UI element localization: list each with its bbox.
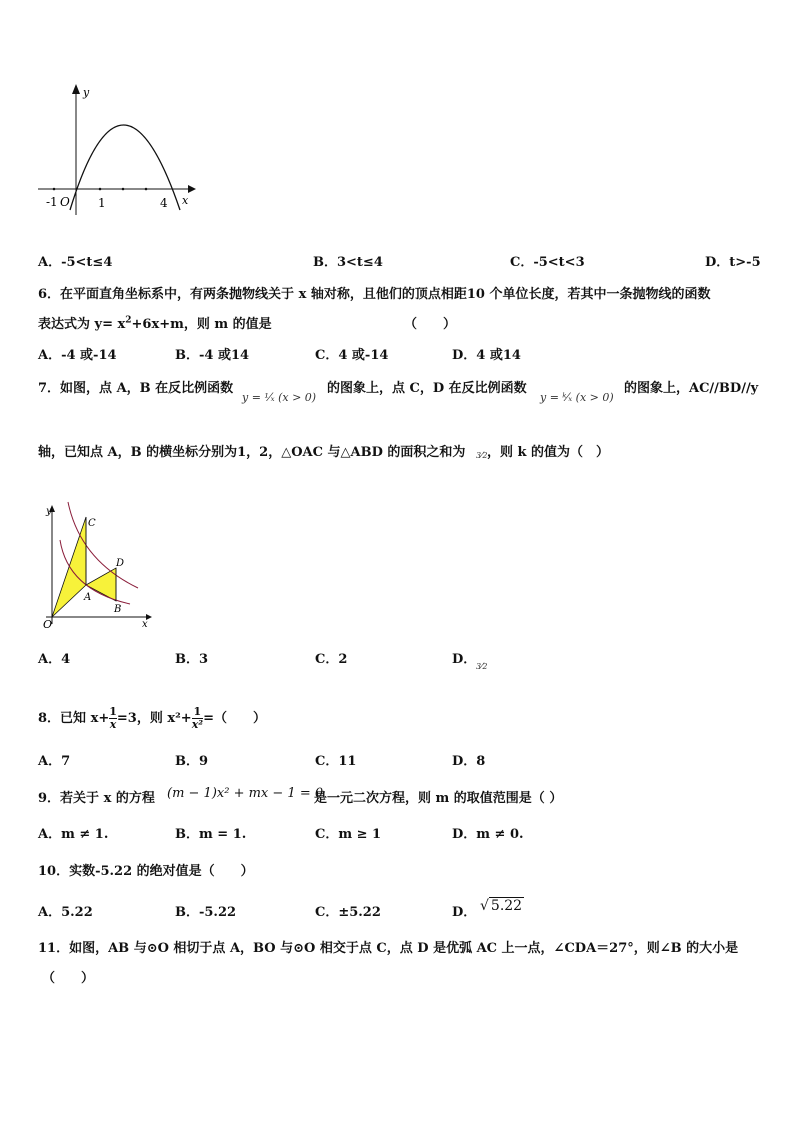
tick-4: 4 (160, 196, 168, 210)
q5-option-a[interactable]: A．-5<t≤4 (38, 255, 113, 270)
q7-function-2: 𝑦 = ᵏ⁄ₓ (𝑥 > 0) (540, 391, 614, 404)
q6-line2 (38, 313, 272, 332)
q6-line2-sup: 2 (125, 315, 132, 326)
q7-line2-end: ，则 k 的值为（ ） (487, 445, 610, 460)
tick-neg1: -1 (46, 195, 58, 209)
origin-label: O (60, 195, 70, 209)
q8-den: x (109, 718, 117, 731)
q10-option-a[interactable]: A．5.22 (38, 905, 93, 920)
q8-line (38, 706, 266, 731)
q7-line1-b: 的图象上，点 C，D 在反比例函数 (327, 381, 527, 396)
q6-line2-post: +6x+m，则 m 的值是 (131, 317, 272, 332)
q7-label-b: B (114, 604, 122, 615)
q7-label-d: D (116, 558, 125, 569)
q7-figure (38, 500, 158, 630)
q7-line2: 轴，已知点 A，B 的横坐标分别为1，2，△OAC 与△ABD 的面积之和为 (38, 445, 466, 460)
q10-sqrt-value: 5.22 (490, 898, 523, 914)
q6-answer-blank: （ ） (404, 317, 457, 332)
y-label: y (83, 86, 90, 99)
q8-frac-2 (192, 706, 203, 731)
q8-den2: x² (191, 718, 204, 731)
q6-option-c[interactable]: C．4 或-14 (315, 348, 389, 363)
q8-frac-1 (109, 706, 117, 731)
q7-label-a: A (84, 592, 92, 603)
q8-option-a[interactable]: A．7 (38, 754, 71, 769)
q11-line2: （ ） (42, 971, 95, 986)
q8-num2: 1 (193, 705, 202, 718)
y-axis-arrow (72, 84, 80, 94)
q7-option-d-frac: 3⁄2 (476, 662, 488, 671)
parabola-graph (30, 80, 200, 220)
q8-post: =（ ） (203, 711, 266, 726)
q8-pre: 8．已知 x+ (38, 711, 110, 726)
x-label: x (182, 194, 189, 207)
q8-option-b[interactable]: B．9 (175, 754, 209, 769)
q7-option-c[interactable]: C．2 (315, 652, 348, 667)
q8-option-c[interactable]: C．11 (315, 754, 357, 769)
q7-triangle-oac (52, 517, 86, 617)
q7-label-x: x (142, 619, 148, 630)
q6-line1: 6．在平面直角坐标系中，有两条抛物线关于 x 轴对称，且他们的顶点相距10 个单位长度，若其中一条抛物线的函数 (38, 287, 711, 302)
sqrt-icon: √ (480, 898, 489, 914)
q9-pre: 9．若关于 x 的方程 (38, 791, 155, 806)
q5-option-c[interactable]: C．-5<t<3 (510, 255, 585, 270)
q10-option-b[interactable]: B．-5.22 (175, 905, 237, 920)
q7-line1-c: 的图象上，AC//BD//y (624, 381, 759, 396)
q10-option-d-sqrt (480, 898, 524, 914)
q6-option-d[interactable]: D．4 或14 (452, 348, 521, 363)
q7-label-y: y (46, 506, 52, 517)
q6-line2-pre: 表达式为 y= x (38, 317, 126, 332)
q9-option-d[interactable]: D．m ≠ 0. (452, 827, 524, 842)
q10-question: 10．实数-5.22 的绝对值是（ ） (38, 864, 254, 879)
x-axis-arrow (188, 185, 196, 193)
q8-mid: =3，则 x²+ (116, 711, 192, 726)
q5-option-b[interactable]: B．3<t≤4 (313, 255, 383, 270)
q9-post: 是一元二次方程，则 m 的取值范围是（ ） (314, 791, 563, 806)
tick-1: 1 (98, 196, 106, 210)
q9-option-c[interactable]: C．m ≥ 1 (315, 827, 382, 842)
q9-equation: (m − 1)x² + mx − 1 = 0 (167, 786, 324, 801)
q6-option-b[interactable]: B．-4 或14 (175, 348, 250, 363)
q6-option-a[interactable]: A．-4 或-14 (38, 348, 117, 363)
q7-option-b[interactable]: B．3 (175, 652, 209, 667)
q7-label-o: O (43, 618, 53, 630)
q8-num: 1 (109, 705, 117, 718)
q8-option-d[interactable]: D．8 (452, 754, 486, 769)
q11-line1: 11．如图，AB 与⊙O 相切于点 A，BO 与⊙O 相交于点 C，点 D 是优弧 AC 上一点，∠CDA＝27°，则∠B 的大小是 (38, 941, 739, 956)
q7-option-a[interactable]: A．4 (38, 652, 71, 667)
q7-option-d[interactable]: D． (452, 652, 477, 667)
q9-option-a[interactable]: A．m ≠ 1. (38, 827, 109, 842)
q7-frac-3-2: 3⁄2 (476, 451, 488, 460)
q7-line1-a: 7．如图，点 A，B 在反比例函数 (38, 381, 234, 396)
q5-option-d[interactable]: D．t>-5 (705, 255, 761, 270)
q9-option-b[interactable]: B．m = 1. (175, 827, 247, 842)
q10-option-d[interactable]: D． (452, 905, 477, 920)
q10-option-c[interactable]: C．±5.22 (315, 905, 381, 920)
q7-function-1: 𝑦 = ¹⁄ₓ (𝑥 > 0) (242, 391, 317, 404)
q7-label-c: C (88, 518, 96, 529)
